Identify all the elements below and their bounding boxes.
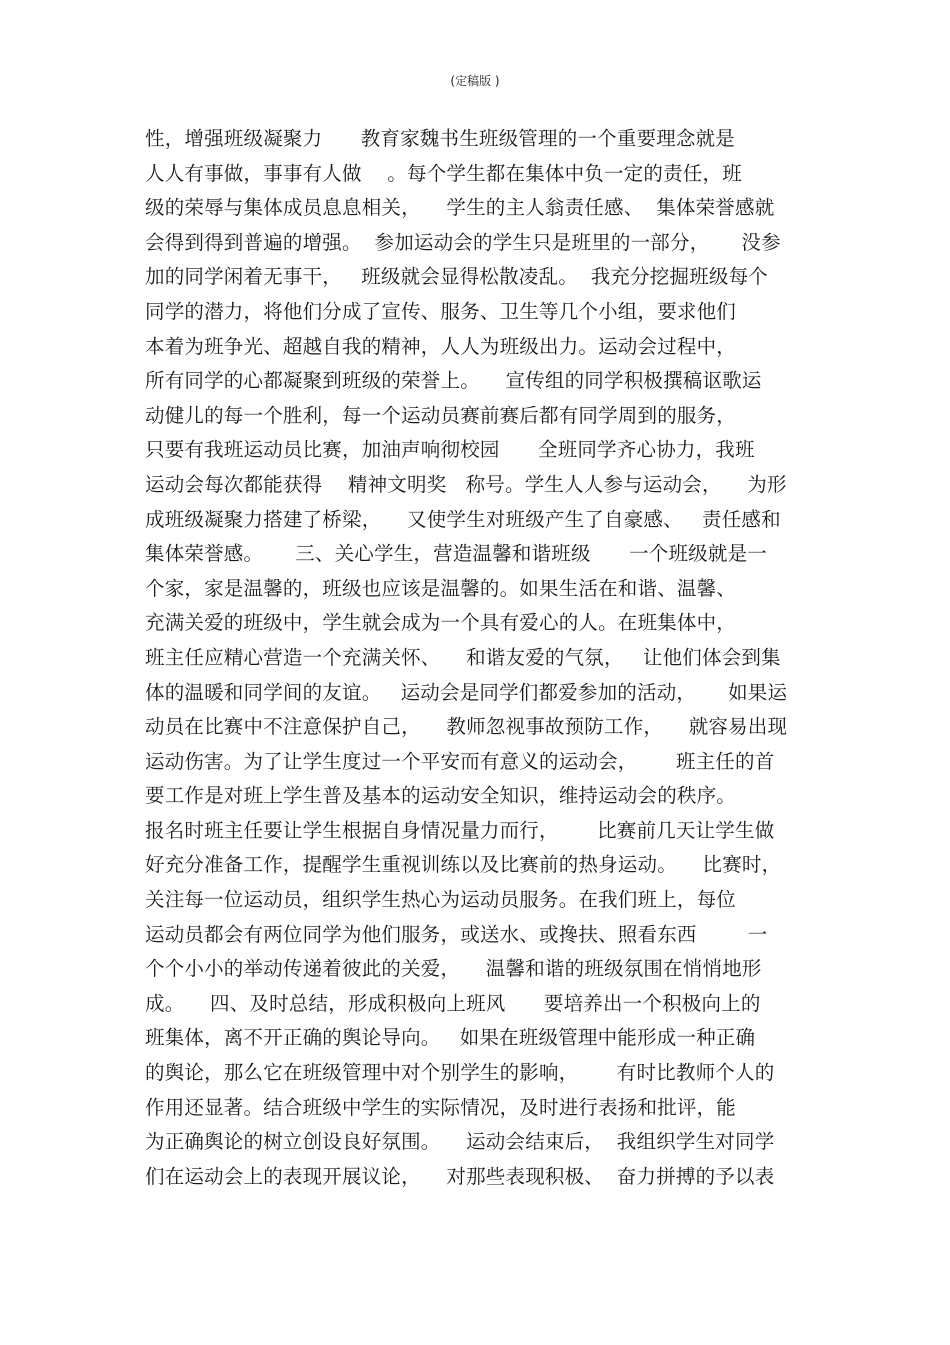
text-line: 只要有我班运动员比赛，加油声响彻校园 全班同学齐心协力，我班 (145, 438, 755, 462)
text-line: 成。 四、及时总结，形成积极向上班风 要培养出一个积极向上的 (145, 991, 761, 1015)
text-line: 运动员都会有两位同学为他们服务，或送水、或搀扶、照看东西 一 (145, 922, 768, 946)
text-line: 加的同学闲着无事干， 班级就会显得松散凌乱。 我充分挖掘班级每个 (145, 265, 768, 289)
text-line: 运动伤害。为了让学生度过一个平安而有意义的运动会， 班主任的首 (145, 749, 775, 773)
page-header-label: (定稿版 ) (450, 74, 500, 88)
text-line: 运动会每次都能获得 精神文明奖 称号。学生人人参与运动会， 为形 (145, 472, 787, 496)
text-line: 性，增强班级凝聚力 教育家魏书生班级管理的一个重要理念就是 (145, 127, 735, 150)
text-line: 个家，家是温馨的，班级也应该是温馨的。如果生活在和谐、温馨、 (145, 576, 737, 600)
text-line: 成班级凝聚力搭建了桥梁， 又使学生对班级产生了自豪感、 责任感和 (145, 507, 781, 531)
text-line: 会得到得到普遍的增强。 参加运动会的学生只是班里的一部分， 没参 (145, 230, 781, 254)
text-line: 为正确舆论的树立创设良好氛围。 运动会结束后， 我组织学生对同学 (145, 1130, 775, 1154)
text-line: 动健儿的每一个胜利，每一个运动员赛前赛后都有同学周到的服务， (145, 403, 737, 427)
text-line: 班主任应精心营造一个充满关怀、 和谐友爱的气氛， 让他们体会到集 (145, 645, 781, 669)
text-line: 好充分准备工作，提醒学生重视训练以及比赛前的热身运动。 比赛时， (145, 853, 782, 877)
text-line: 关注每一位运动员，组织学生热心为运动员服务。在我们班上，每位 (145, 888, 737, 912)
text-line: 集体荣誉感。 三、关心学生，营造温馨和谐班级 一个班级就是一 (145, 542, 767, 566)
text-line: 要工作是对班上学生普及基本的运动安全知识，维持运动会的秩序。 (145, 784, 737, 808)
text-line: 们在运动会上的表现开展议论， 对那些表现积极、 奋力拼搏的予以表 (145, 1164, 775, 1188)
text-line: 报名时班主任要让学生根据自身情况量力而行， 比赛前几天让学生做 (145, 818, 775, 842)
text-line: 级的荣辱与集体成员息息相关， 学生的主人翁责任感、 集体荣誉感就 (145, 196, 775, 220)
text-line: 作用还显著。结合班级中学生的实际情况，及时进行表扬和批评，能 (145, 1095, 737, 1119)
body-text (145, 122, 825, 1194)
text-line: 个个小小的举动传递着彼此的关爱， 温馨和谐的班级氛围在悄悄地形 (145, 957, 762, 981)
text-line: 充满关爱的班级中，学生就会成为一个具有爱心的人。在班集体中， (145, 611, 737, 635)
text-line: 的舆论，那么它在班级管理中对个别学生的影响， 有时比教师个人的 (145, 1061, 775, 1085)
text-line: 本着为班争光、超越自我的精神，人人为班级出力。运动会过程中， (145, 334, 737, 358)
text-line: 体的温暖和同学间的友谊。 运动会是同学们都爱参加的活动， 如果运 (145, 680, 788, 704)
text-line: 同学的潜力，将他们分成了宣传、服务、卫生等几个小组，要求他们 (145, 299, 737, 323)
text-line: 所有同学的心都凝聚到班级的荣誉上。 宣传组的同学积极撰稿讴歌运 (145, 369, 762, 393)
text-line: 人人有事做，事事有人做 。每个学生都在集体中负一定的责任，班 (145, 161, 742, 185)
text-line: 动员在比赛中不注意保护自己， 教师忽视事故预防工作， 就容易出现 (145, 715, 788, 739)
text-line: 班集体，离不开正确的舆论导向。 如果在班级管理中能形成一种正确 (145, 1026, 756, 1050)
